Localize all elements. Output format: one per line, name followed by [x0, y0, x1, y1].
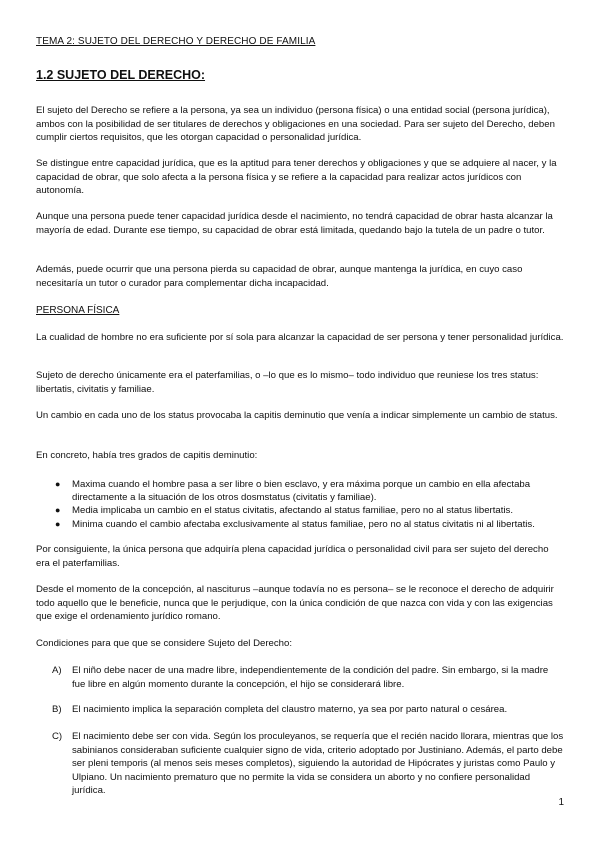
- page-number: 1: [558, 797, 564, 808]
- paragraph-capacidad-juridica: Se distingue entre capacidad jurídica, que es la aptitud para tener derechos y obligaciones y que se adquiere al nacer, y la capacidad de obrar, que solo afecta a la persona física y se refiere a la capacidad para realizar actos jurídicos con autonomía.: [36, 158, 557, 197]
- list-item: [52, 478, 564, 504]
- bullet-icon: ●: [55, 505, 61, 516]
- paragraph-mayoria-edad: Aunque una persona puede tener capacidad jurídica desde el nacimiento, no tendrá capacidad de obrar hasta alcanzar la mayoría de edad. Durante ese tiempo, su capacidad de obrar está limitada, quedando bajo la tutela de un padre o tutor.: [36, 211, 553, 236]
- section-heading: 1.2 SUJETO DEL DERECHO:: [36, 68, 206, 82]
- list-item: [52, 504, 564, 517]
- bullet-icon: ●: [55, 518, 61, 529]
- bullet-icon: ●: [55, 479, 61, 489]
- capitis-deminutio-list: [52, 478, 564, 531]
- list-item: [52, 518, 564, 531]
- paragraph-paterfamilias: Sujeto de derecho únicamente era el paterfamilias, o –lo que es lo mismo– todo individuo que reuniese los tres status: libertatis, civitatis y familiae.: [36, 370, 539, 395]
- document-header-title: TEMA 2: SUJETO DEL DERECHO Y DERECHO DE FAMILIA: [36, 36, 316, 47]
- condition-item: [52, 730, 564, 798]
- condition-item: [52, 664, 564, 691]
- paragraph-condiciones-intro: Condiciones para que que se considere Sujeto del Derecho:: [36, 638, 293, 649]
- paragraph-consiguiente: Por consiguiente, la única persona que adquiría plena capacidad jurídica o personalidad civil para ser sujeto del derecho era el paterfamilias.: [36, 544, 549, 569]
- subsection-heading: PERSONA FÍSICA: [36, 305, 120, 316]
- condition-text: El nacimiento implica la separación completa del claustro materno, ya sea por parto natural o cesárea.: [72, 704, 508, 715]
- list-item-text: Maxima cuando el hombre pasa a ser libre o bien esclavo, y era máxima porque un cambio en ella afectaba directamente a la situación de los otros dosmstatus (civitatis y familiae).: [72, 479, 531, 504]
- paragraph-capitis-deminutio: Un cambio en cada uno de los status provocaba la capitis deminutio que venía a indicar simplemente un cambio de status.: [36, 410, 558, 421]
- paragraph-cualidad-hombre: La cualidad de hombre no era suficiente por sí sola para alcanzar la capacidad de ser persona y tener personalidad jurídica.: [36, 332, 564, 343]
- condition-text: El niño debe nacer de una madre libre, independientemente de la condición del padre. Sin embargo, si la madre fue libre en algún momento durante la concepción, el hijo se considerará libre.: [72, 665, 549, 690]
- list-item-text: Media implicaba un cambio en el status civitatis, afectando al status familiae, pero no al status libertatis.: [72, 505, 514, 517]
- list-item-text: Minima cuando el cambio afectaba exclusivamente al status familiae, pero no al status civitatis ni al libertatis.: [72, 518, 535, 530]
- paragraph-sujeto-definicion: El sujeto del Derecho se refiere a la persona, ya sea un individuo (persona física) o una entidad social (persona jurídica), ambos con la posibilidad de ser titulares de derechos y obligaciones en una sociedad. Para ser sujeto del Derecho, deben cumplir ciertos requisitos, que les otorgan capacidad o personalidad jurídica.: [36, 105, 555, 144]
- condition-text: El nacimiento debe ser con vida. Según los proculeyanos, se requería que el recién nacido llorara, mientras que los sabinianos consideraban suficiente cualquier signo de vida, criterio adoptado por Justiniano. Además, el parto debe ser pleni temporis (al menos seis meses completos), siguiendo la autoridad de Hipócrates y juristas como Paulo y Ulpiano. Un nacimiento prematuro que no permite la vida se considera un aborto y no confiere personalidad jurídica.: [72, 731, 564, 797]
- paragraph-nasciturus: Desde el momento de la concepción, al nasciturus –aunque todavía no es persona– se le reconoce el derecho de adquirir todo aquello que le beneficie, nunca que le perjudique, con la única condición de que nazca con vida y con las exigencias que exige el ordenamiento jurídico romano.: [36, 584, 554, 623]
- condition-item: [52, 703, 564, 717]
- paragraph-perdida-capacidad: Además, puede ocurrir que una persona pierda su capacidad de obrar, aunque mantenga la jurídica, en cuyo caso necesitaría un tutor o curador para complementar dicha incapacidad.: [36, 264, 523, 289]
- condition-marker: A): [52, 665, 62, 676]
- paragraph-tres-grados: En concreto, había tres grados de capitis deminutio:: [36, 450, 258, 461]
- condition-marker: B): [52, 704, 62, 715]
- condition-marker: C): [52, 731, 63, 742]
